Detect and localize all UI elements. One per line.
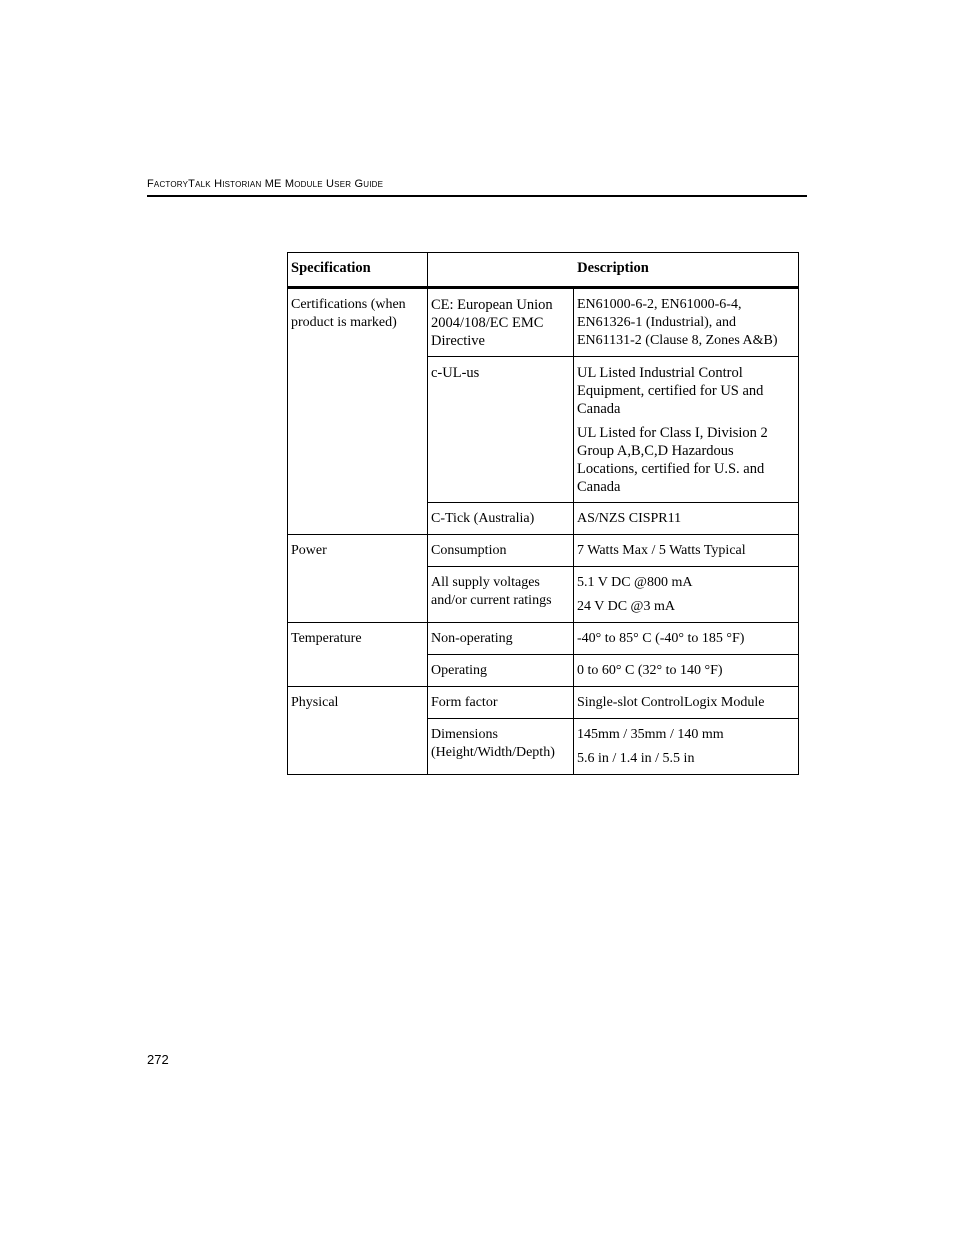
desc-text: 145mm / 35mm / 140 mm <box>577 727 724 742</box>
column-header-specification: Specification <box>288 253 428 288</box>
spec-cell-certifications: Certifications (when product is marked) <box>288 288 428 535</box>
spec-cell-temperature: Temperature <box>288 623 428 687</box>
desc-text: AS/NZS CISPR11 <box>577 511 682 526</box>
item-cell: CE: European Union 2004/108/EC EMC Directive <box>428 288 574 357</box>
desc-text: UL Listed for Class I, Division 2 Group A,B,C,D Hazardous Locations, certified for U.S. and Canada <box>577 425 768 495</box>
table-row <box>288 288 799 357</box>
item-cell: Consumption <box>428 535 574 567</box>
desc-cell <box>574 357 799 503</box>
table-row <box>288 687 799 719</box>
running-header: FactoryTalk Historian ME Module User Guide <box>147 178 384 190</box>
specification-table <box>287 252 799 775</box>
desc-text: EN61000-6-2, EN61000-6-4, EN61326-1 (Industrial), and EN61131-2 (Clause 8, Zones A&B) <box>577 297 778 348</box>
desc-cell <box>574 623 799 655</box>
table-row <box>288 535 799 567</box>
desc-cell <box>574 567 799 623</box>
item-cell: C-Tick (Australia) <box>428 503 574 535</box>
desc-text: -40° to 85° C (-40° to 185 °F) <box>577 631 745 646</box>
desc-text: 0 to 60° C (32° to 140 °F) <box>577 663 723 678</box>
desc-cell <box>574 535 799 567</box>
desc-cell <box>574 719 799 775</box>
desc-text: 5.6 in / 1.4 in / 5.5 in <box>577 751 695 766</box>
page-number: 272 <box>147 1052 169 1067</box>
item-cell: Operating <box>428 655 574 687</box>
desc-text: 5.1 V DC @800 mA <box>577 575 693 590</box>
desc-text: 7 Watts Max / 5 Watts Typical <box>577 543 746 558</box>
desc-cell <box>574 655 799 687</box>
column-header-description: Description <box>428 253 799 288</box>
desc-text: Single-slot ControlLogix Module <box>577 695 765 710</box>
desc-cell <box>574 503 799 535</box>
item-cell: Form factor <box>428 687 574 719</box>
table-row <box>288 623 799 655</box>
desc-cell <box>574 288 799 357</box>
table-header-row <box>288 253 799 288</box>
item-cell: Non-operating <box>428 623 574 655</box>
desc-text: 24 V DC @3 mA <box>577 599 675 614</box>
spec-cell-physical: Physical <box>288 687 428 775</box>
desc-text: UL Listed Industrial Control Equipment, certified for US and Canada <box>577 365 764 417</box>
item-cell: c-UL-us <box>428 357 574 503</box>
item-cell: Dimensions (Height/Width/Depth) <box>428 719 574 775</box>
desc-cell <box>574 687 799 719</box>
header-rule <box>147 195 807 197</box>
spec-cell-power: Power <box>288 535 428 623</box>
item-cell: All supply voltages and/or current ratings <box>428 567 574 623</box>
